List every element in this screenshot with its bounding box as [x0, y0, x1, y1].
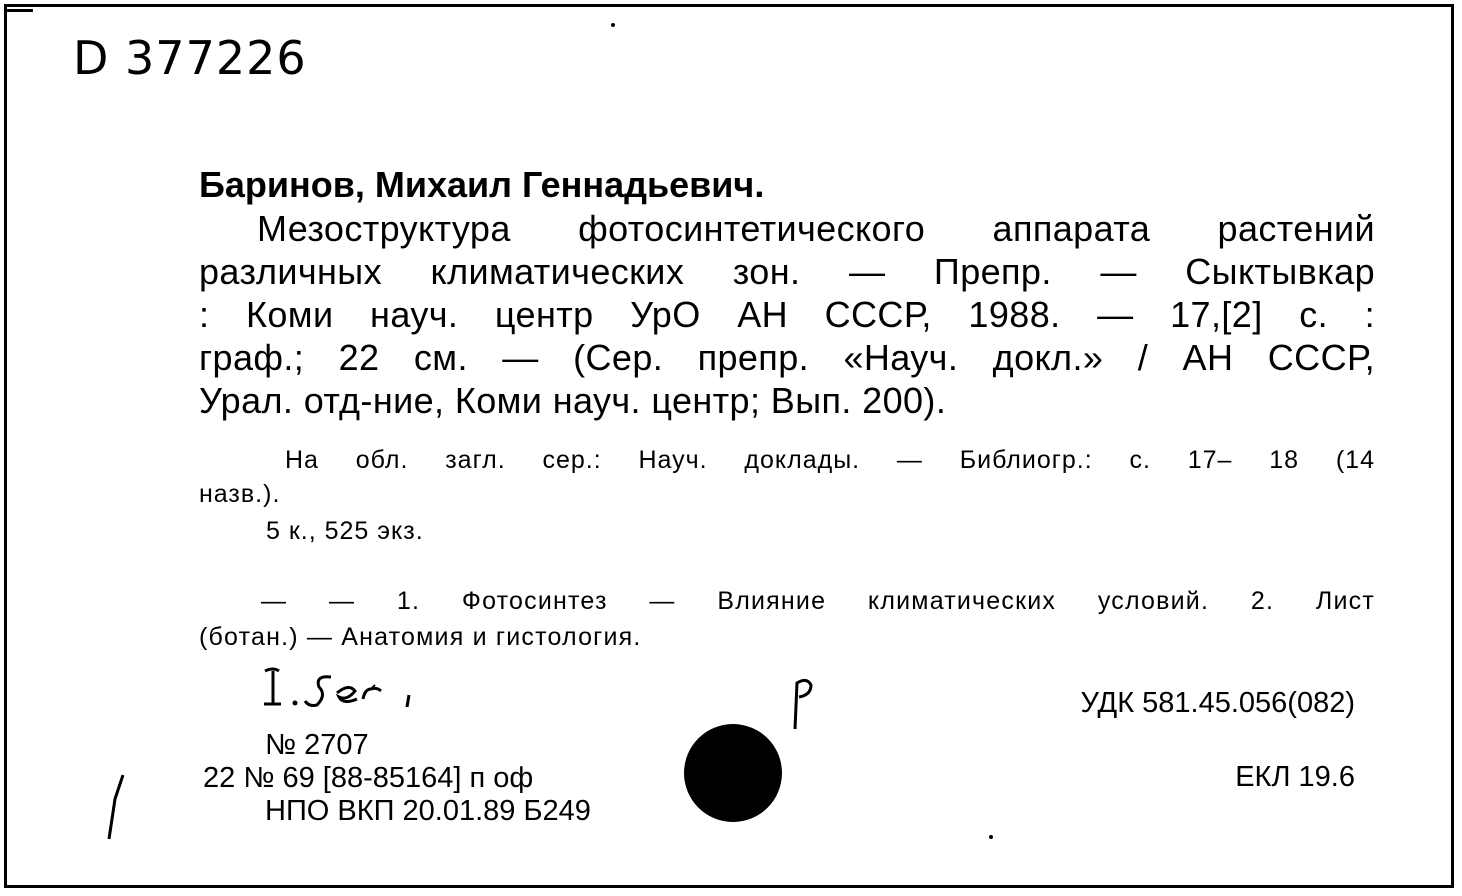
bibliographic-note [199, 443, 1375, 511]
pencil-stroke [95, 769, 135, 849]
scan-speck [611, 23, 615, 27]
udk-classification: УДК 581.45.056(082) [1080, 687, 1355, 719]
print-line: № 2707 [265, 729, 369, 761]
title-line: Мезоструктура фотосинтетического аппарата растений [257, 208, 1375, 249]
punched-hole [684, 724, 782, 822]
handwritten-mark [781, 673, 821, 733]
print-line: 22 № 69 [88-85164] п оф [203, 762, 534, 794]
call-number: D 377226 [73, 31, 307, 85]
price-and-print-run: 5 к., 525 экз. [266, 517, 424, 545]
print-line: НПО ВКП 20.01.89 Б249 [265, 795, 591, 827]
title-description [199, 207, 1375, 422]
note-line: На обл. загл. сер.: Науч. доклады. — Библиогр.: с. 17– 18 (14 [285, 446, 1375, 474]
printing-details [203, 729, 591, 828]
title-line: различных климатических зон. — Препр. — Сыктывкар [199, 251, 1375, 292]
catalog-card [4, 4, 1454, 888]
title-line: граф.; 22 см. — (Сер. препр. «Науч. докл.» / АН СССР, [199, 337, 1375, 378]
handwritten-series-note [259, 663, 429, 719]
subject-line: (ботан.) — Анатомия и гистология. [199, 623, 642, 651]
note-line: назв.). [199, 480, 281, 508]
scan-speck [989, 835, 993, 839]
title-line: Урал. отд-ние, Коми науч. центр; Вып. 200). [199, 380, 947, 421]
title-line: : Коми науч. центр УрО АН СССР, 1988. — 17,[2] с. : [199, 294, 1375, 335]
subject-line: — — 1. Фотосинтез — Влияние климатических условий. 2. Лист [261, 587, 1375, 615]
subject-headings [199, 583, 1375, 655]
author-heading: Баринов, Михаил Геннадьевич. [199, 164, 765, 205]
corner-mark [7, 9, 33, 12]
ekl-classification: ЕКЛ 19.6 [1235, 761, 1355, 793]
